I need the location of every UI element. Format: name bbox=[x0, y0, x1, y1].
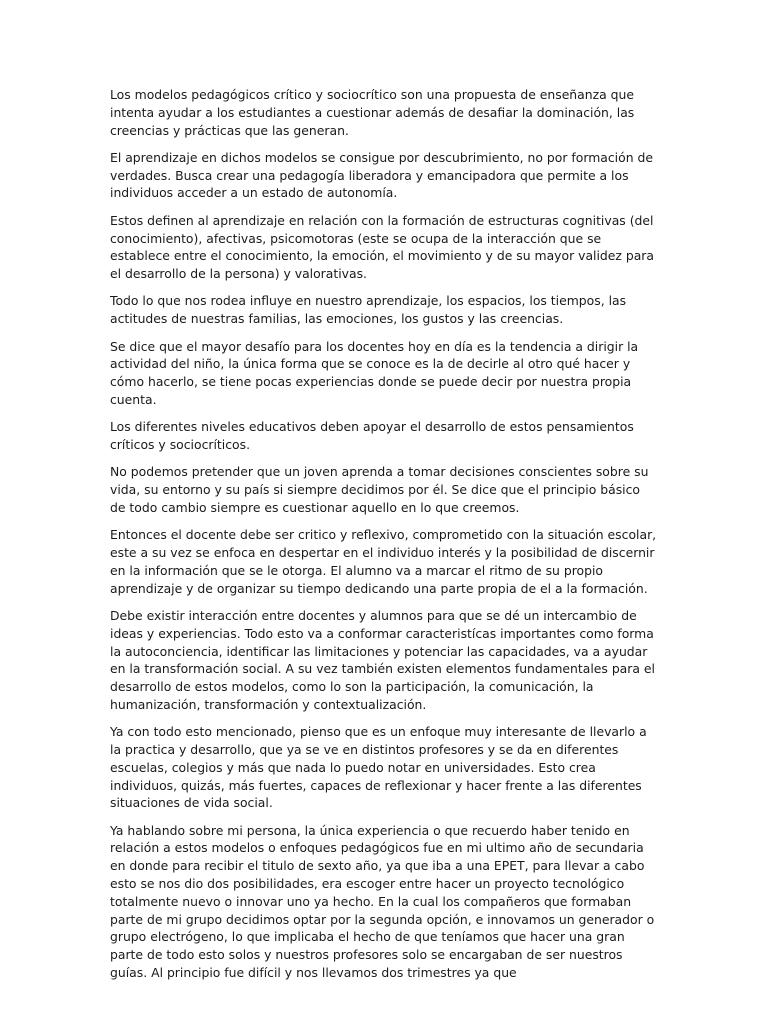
paragraph-3: Estos definen al aprendizaje en relación con la formación de estructuras cognitivas (del conocimiento), afectivas, psicomotoras (este se ocupa de la interacción que se establece entre el conocimiento, la emoción, el movimiento y de su mayor validez para el desarrollo de la persona) y valorativas. bbox=[110, 212, 654, 282]
paragraph-1: Los modelos pedagógicos crítico y sociocrítico son una propuesta de enseñanza que intenta ayudar a los estudiantes a cuestionar además de desafiar la dominación, las creencias y prácticas que las generan. bbox=[110, 87, 635, 138]
paragraph-4: Todo lo que nos rodea influye en nuestro aprendizaje, los espacios, los tiempos, las actitudes de nuestras familias, las emociones, los gustos y las creencias. bbox=[110, 293, 627, 327]
paragraph-10: Ya con todo esto mencionado, pienso que es un enfoque muy interesante de llevarlo a la practica y desarrollo, que ya se ve en distintos profesores y se da en diferentes escuelas, colegios y más que nada lo puedo notar en universidades. Esto crea individuos, quizás, más fuertes, capaces de reflexionar y hacer frente a las diferentes situaciones de vida social. bbox=[110, 724, 647, 811]
paragraph-9: Debe existir interacción entre docentes y alumnos para que se dé un intercambio de ideas y experiencias. Todo esto va a conformar caracteristícas importantes como forma la autoconciencia, identificar las limitaciones y potenciar las capacidades, va a ayudar en la transformación social. A su vez también existen elementos fundamentales para el desarrollo de estos modelos, como lo son la participación, la comunicación, la humanización, transformación y contextualización. bbox=[110, 607, 655, 712]
paragraph-5: Se dice que el mayor desafío para los docentes hoy en día es la tendencia a dirigir la actividad del niño, la única forma que se conoce es la de decirle al otro qué hacer y cómo hacerlo, se tiene pocas experiencias donde se puede decir por nuestra propia cuenta. bbox=[110, 338, 639, 407]
document-page bbox=[110, 86, 658, 991]
paragraph-2: El aprendizaje en dichos modelos se consigue por descubrimiento, no por formación de verdades. Busca crear una pedagogía liberadora y emancipadora que permite a los individuos acceder a un estado de autonomía. bbox=[110, 149, 653, 201]
paragraph-8: Entonces el docente debe ser critico y reflexivo, comprometido con la situación escolar, este a su vez se enfoca en despertar en el individuo interés y la posibilidad de discernir en la información que se le otorga. El alumno va a marcar el ritmo de su propio aprendizaje y de organizar su tiempo dedicando una parte propia de el a la formación. bbox=[110, 527, 657, 596]
paragraph-11: Ya hablando sobre mi persona, la única experiencia o que recuerdo haber tenido en relación a estos modelos o enfoques pedagógicos fue en mi ultimo año de secundaria en donde para recibir el titulo de sexto año, ya que iba a una EPET, para llevar a cabo esto se nos dio dos posibilidades, era escoger entre hacer un proyecto tecnológico totalmente nuevo o innovar uno ya hecho. En la cual los compañeros que formaban parte de mi grupo decidimos optar por la segunda opción, e innovamos un generador o grupo electrógeno, lo que implicaba el hecho de que teníamos que hacer una gran parte de todo esto solos y nuestros profesores solo se encargaban de ser nuestros guías. Al principio fue difícil y nos llevamos dos trimestres ya que bbox=[110, 822, 655, 981]
paragraph-6: Los diferentes niveles educativos deben apoyar el desarrollo de estos pensamientos críticos y sociocríticos. bbox=[110, 419, 634, 453]
paragraph-7: No podemos pretender que un joven aprenda a tomar decisiones conscientes sobre su vida, su entorno y su país si siempre decidimos por él. Se dice que el principio básico de todo cambio siempre es cuestionar aquello en lo que creemos. bbox=[110, 464, 649, 515]
